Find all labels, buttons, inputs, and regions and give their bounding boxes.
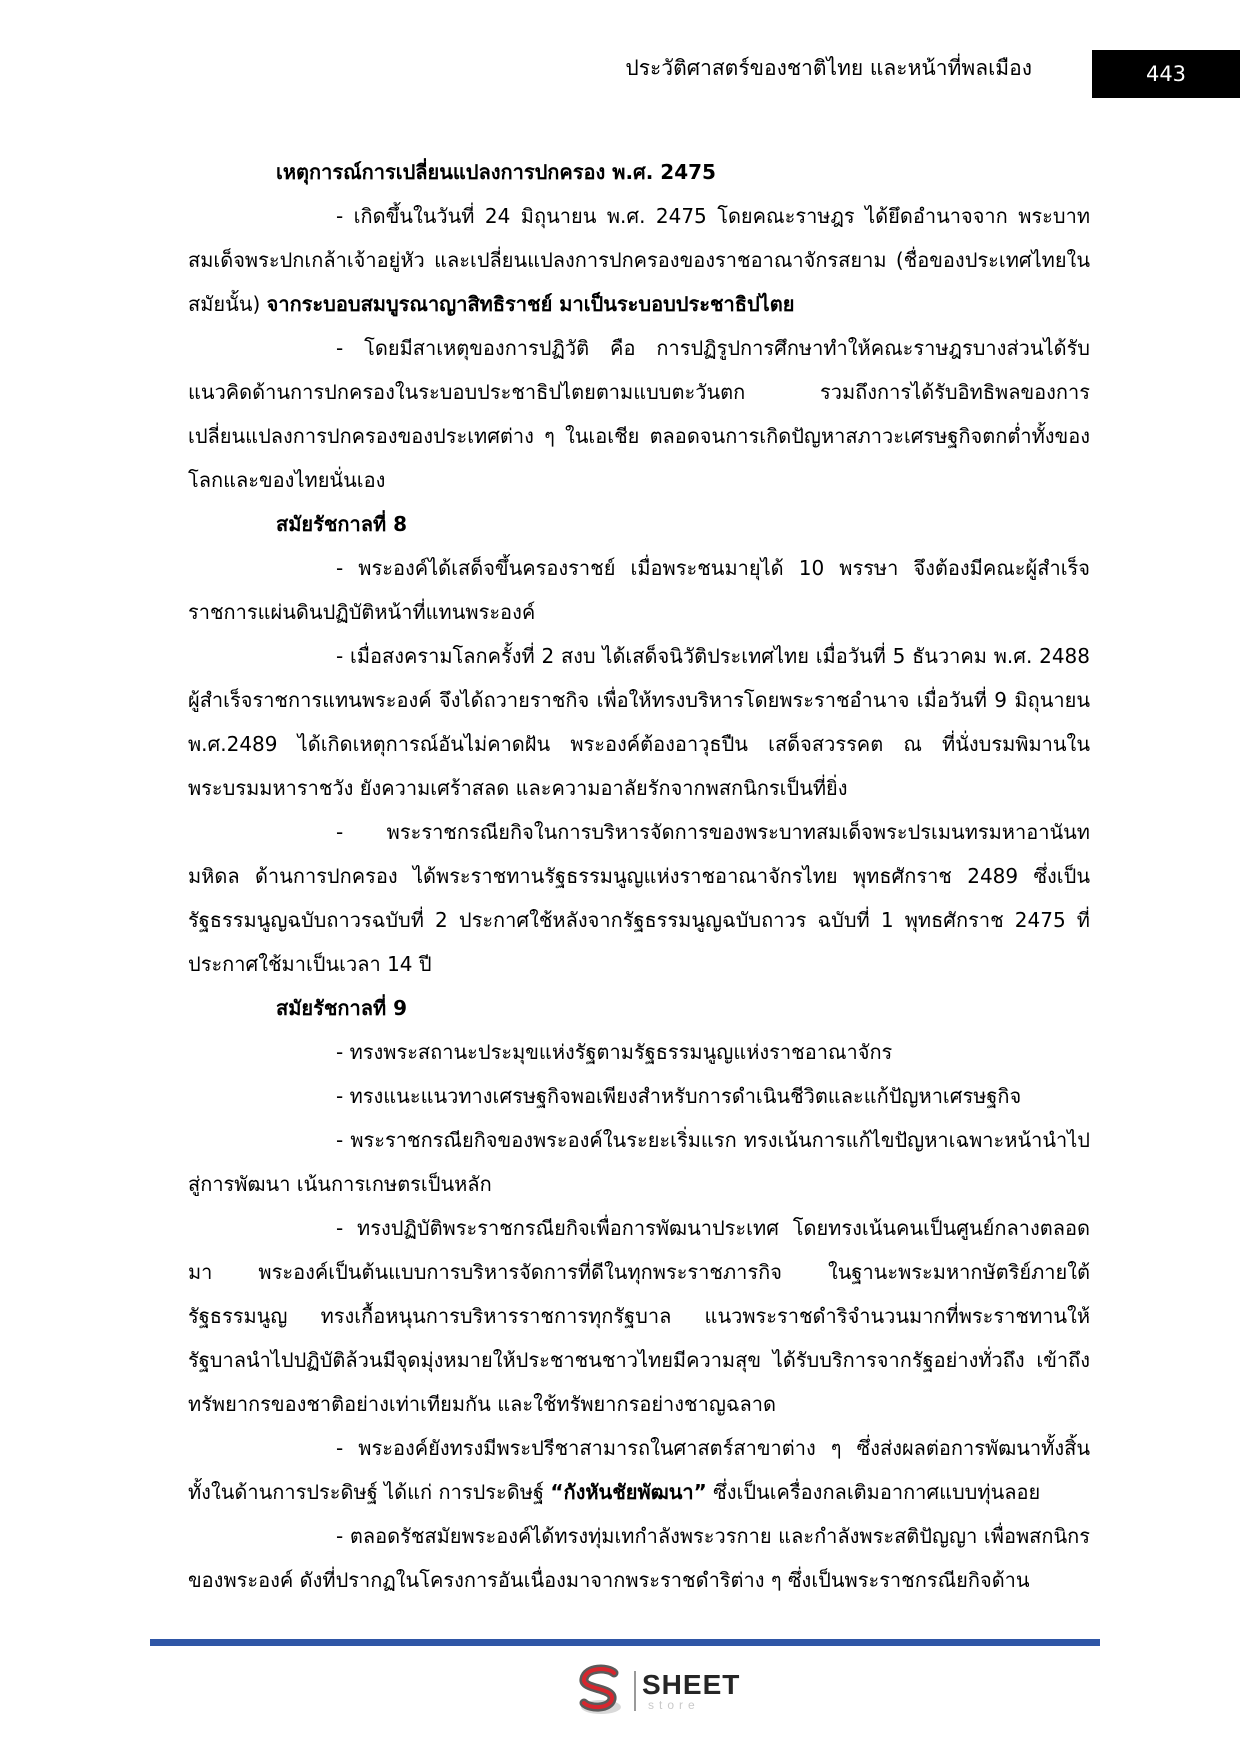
paragraph-text: - เกิดขึ้นในวันที่ 24 มิถุนายน พ.ศ. 2475 โดยคณะราษฎร ได้ยึดอำนาจจาก พระบาทสมเด็จพระปกเกล้าเจ้าอยู่หัว และเปลี่ยนแปลงการปกครองของราชอาณาจักรสยาม (ชื่อของประเทศไทยในสมัยนั้น) bbox=[188, 204, 1090, 316]
sheet-store-logo bbox=[572, 1663, 740, 1719]
paragraph: - ทรงแนะแนวทางเศรษฐกิจพอเพียงสำหรับการดำเนินชีวิตและแก้ปัญหาเศรษฐกิจ bbox=[336, 1084, 1022, 1108]
paragraph: - พระองค์ได้เสด็จขึ้นครองราชย์ เมื่อพระชนมายุได้ 10 พรรษา จึงต้องมีคณะผู้สำเร็จราชการแผ่นดินปฏิบัติหน้าที่แทนพระองค์ bbox=[188, 556, 1090, 624]
page-number-badge bbox=[1092, 50, 1240, 98]
section-heading-rama-8: สมัยรัชกาลที่ 8 bbox=[276, 512, 408, 536]
paragraph: - พระราชกรณียกิจในการบริหารจัดการของพระบาทสมเด็จพระปรเมนทรมหาอานันทมหิดล ด้านการปกครอง ได้พระราชทานรัฐธรรมนูญแห่งราชอาณาจักรไทย พุทธศักราช 2489 ซึ่งเป็นรัฐธรรมนูญฉบับถาวรฉบับที่ 2 ประกาศใช้หลังจากรัฐธรรมนูญฉบับถาวร ฉบับที่ 1 พุทธศักราช 2475 ที่ประกาศใช้มาเป็นเวลา 14 ปี bbox=[188, 820, 1090, 976]
logo-subword: store bbox=[648, 1698, 700, 1712]
paragraph-text: ซึ่งเป็นเครื่องกลเติมอากาศแบบทุ่นลอย bbox=[706, 1480, 1041, 1504]
logo-divider bbox=[634, 1671, 636, 1711]
bold-phrase: “กังหันชัยพัฒนา” bbox=[550, 1480, 707, 1504]
sheet-store-s-icon bbox=[572, 1663, 630, 1719]
paragraph: - เมื่อสงครามโลกครั้งที่ 2 สงบ ได้เสด็จนิวัติประเทศไทย เมื่อวันที่ 5 ธันวาคม พ.ศ. 2488 ผู้สำเร็จราชการแทนพระองค์ จึงได้ถวายราชกิจ เพื่อให้ทรงบริหารโดยพระราชอำนาจ เมื่อวันที่ 9 มิถุนายน พ.ศ.2489 ได้เกิดเหตุการณ์อันไม่คาดฝัน พระองค์ต้องอาวุธปืน เสด็จสวรรคต ณ ที่นั่งบรมพิมานในพระบรมมหาราชวัง ยังความเศร้าสลด และความอาลัยรักจากพสกนิกรเป็นที่ยิ่ง bbox=[188, 644, 1090, 800]
logo-word: SHEET bbox=[642, 1669, 741, 1700]
paragraph bbox=[188, 194, 1090, 326]
paragraph: - ทรงพระสถานะประมุขแห่งรัฐตามรัฐธรรมนูญแห่งราชอาณาจักร bbox=[336, 1040, 893, 1064]
logo-text bbox=[642, 1671, 740, 1711]
bold-phrase: จากระบอบสมบูรณาญาสิทธิราชย์ มาเป็นระบอบประชาธิปไตย bbox=[266, 292, 795, 316]
section-heading-rama-9: สมัยรัชกาลที่ 9 bbox=[276, 996, 408, 1020]
document-body bbox=[188, 150, 1090, 1602]
paragraph-text: - พระองค์ยังทรงมีพระปรีชาสามารถในศาสตร์สาขาต่าง ๆ ซึ่งส่งผลต่อการพัฒนาทั้งสิ้น ทั้งในด้านการประดิษฐ์ ได้แก่ การประดิษฐ์ bbox=[188, 1436, 1090, 1504]
section-heading-2475: เหตุการณ์การเปลี่ยนแปลงการปกครอง พ.ศ. 2475 bbox=[276, 160, 716, 184]
page-number: 443 bbox=[1145, 62, 1187, 86]
running-header-title: ประวัติศาสตร์ของชาติไทย และหน้าที่พลเมือง bbox=[625, 56, 1032, 80]
paragraph: - พระราชกรณียกิจของพระองค์ในระยะเริ่มแรก ทรงเน้นการแก้ไขปัญหาเฉพาะหน้านำไปสู่การพัฒนา เน้นการเกษตรเป็นหลัก bbox=[188, 1128, 1090, 1196]
paragraph: - ตลอดรัชสมัยพระองค์ได้ทรงทุ่มเทกำลังพระวรกาย และกำลังพระสติปัญญา เพื่อพสกนิกรของพระองค์ ดังที่ปรากฏในโครงการอันเนื่องมาจากพระราชดำริต่าง ๆ ซึ่งเป็นพระราชกรณียกิจด้าน bbox=[188, 1524, 1090, 1592]
paragraph: - โดยมีสาเหตุของการปฏิวัติ คือ การปฏิรูปการศึกษาทำให้คณะราษฎรบางส่วนได้รับแนวคิดด้านการปกครองในระบอบประชาธิปไตยตามแบบตะวันตก รวมถึงการได้รับอิทธิพลของการเปลี่ยนแปลงการปกครองของประเทศต่าง ๆ ในเอเชีย ตลอดจนการเกิดปัญหาสภาวะเศรษฐกิจตกต่ำทั้งของโลกและของไทยนั่นเอง bbox=[188, 336, 1090, 492]
paragraph bbox=[188, 1426, 1090, 1514]
footer-rule bbox=[150, 1639, 1100, 1646]
paragraph: - ทรงปฏิบัติพระราชกรณียกิจเพื่อการพัฒนาประเทศ โดยทรงเน้นคนเป็นศูนย์กลางตลอดมา พระองค์เป็นต้นแบบการบริหารจัดการที่ดีในทุกพระราชภารกิจ ในฐานะพระมหากษัตริย์ภายใต้รัฐธรรมนูญ ทรงเกื้อหนุนการบริหารราชการทุกรัฐบาล แนวพระราชดำริจำนวนมากที่พระราชทานให้รัฐบาลนำไปปฏิบัติล้วนมีจุดมุ่งหมายให้ประชาชนชาวไทยมีความสุข ได้รับบริการจากรัฐอย่างทั่วถึง เข้าถึงทรัพยากรของชาติอย่างเท่าเทียมกัน และใช้ทรัพยากรอย่างชาญฉลาด bbox=[188, 1216, 1090, 1416]
